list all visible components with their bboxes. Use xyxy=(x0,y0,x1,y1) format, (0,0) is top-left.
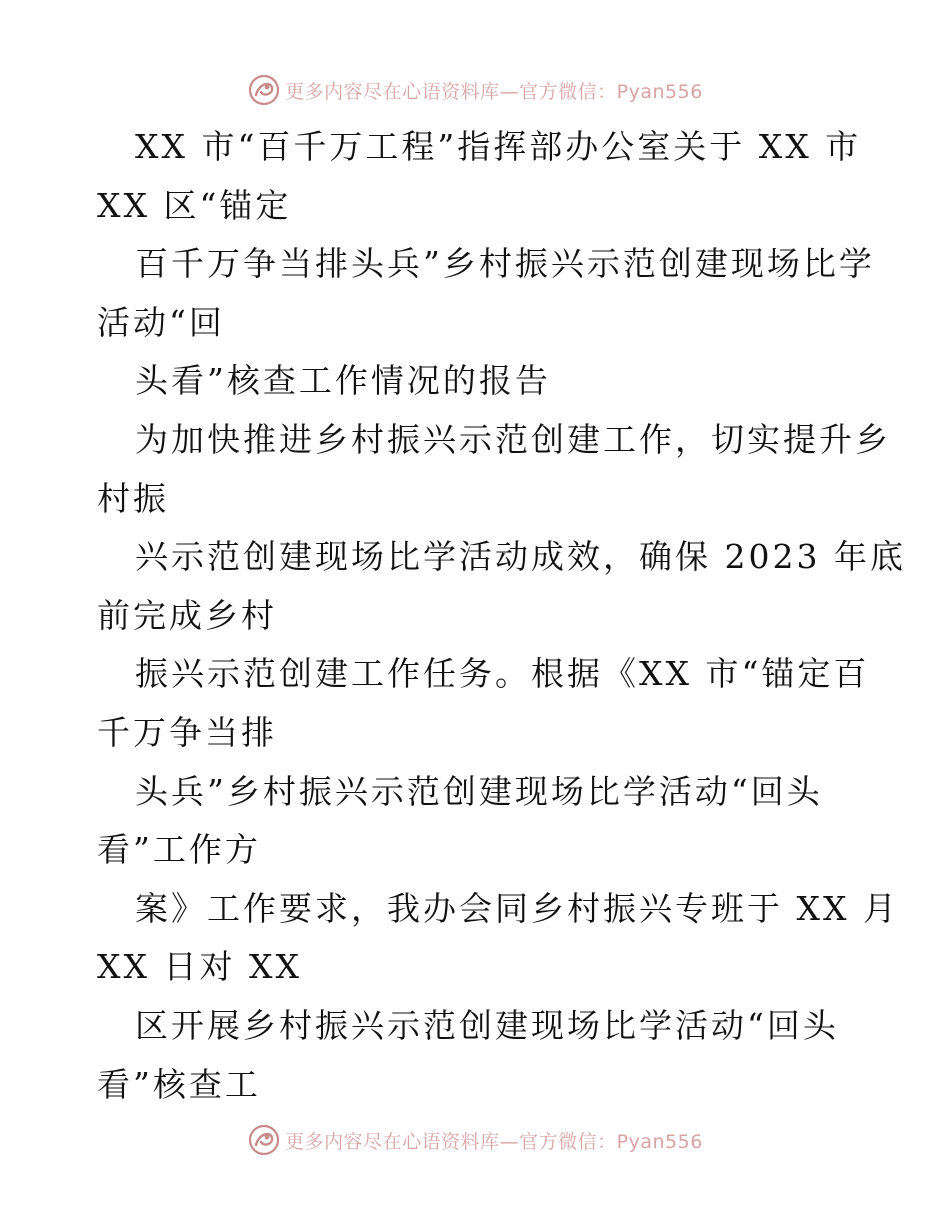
swirl-logo-icon xyxy=(247,1123,281,1157)
text-line: 案》工作要求，我办会同乡村振兴专班于 XX 月 xyxy=(135,888,899,928)
swirl-logo-icon xyxy=(247,73,281,107)
text-line: XX 日对 XX xyxy=(97,947,302,987)
text-line: 村振 xyxy=(97,478,169,518)
text-line: 看”工作方 xyxy=(97,830,261,870)
text-line: 振兴示范创建工作任务。根据《XX 市“锚定百 xyxy=(135,654,870,694)
document-body xyxy=(97,118,906,1114)
footer-watermark xyxy=(0,1120,950,1160)
text-line: 头兵”乡村振兴示范创建现场比学活动“回头 xyxy=(135,771,823,811)
header-watermark xyxy=(0,70,950,110)
text-line: 看”核查工 xyxy=(97,1064,261,1104)
text-line: 活动“回 xyxy=(97,302,225,342)
text-line: 百千万争当排头兵”乡村振兴示范创建现场比学 xyxy=(135,244,875,284)
watermark-text: 更多内容尽在心语资料库—官方微信：Pyan556 xyxy=(285,1130,703,1153)
text-line: 兴示范创建现场比学活动成效，确保 2023 年底 xyxy=(135,537,906,577)
text-line: 为加快推进乡村振兴示范创建工作，切实提升乡 xyxy=(135,419,891,459)
text-line: 区开展乡村振兴示范创建现场比学活动“回头 xyxy=(135,1005,839,1045)
watermark-text: 更多内容尽在心语资料库—官方微信：Pyan556 xyxy=(285,80,703,103)
text-line: XX 区“锚定 xyxy=(97,185,292,225)
text-line: 头看”核查工作情况的报告 xyxy=(135,361,551,401)
text-line: 千万争当排 xyxy=(97,712,277,752)
text-line: 前完成乡村 xyxy=(97,595,277,635)
text-line: XX 市“百千万工程”指挥部办公室关于 XX 市 xyxy=(135,127,862,166)
